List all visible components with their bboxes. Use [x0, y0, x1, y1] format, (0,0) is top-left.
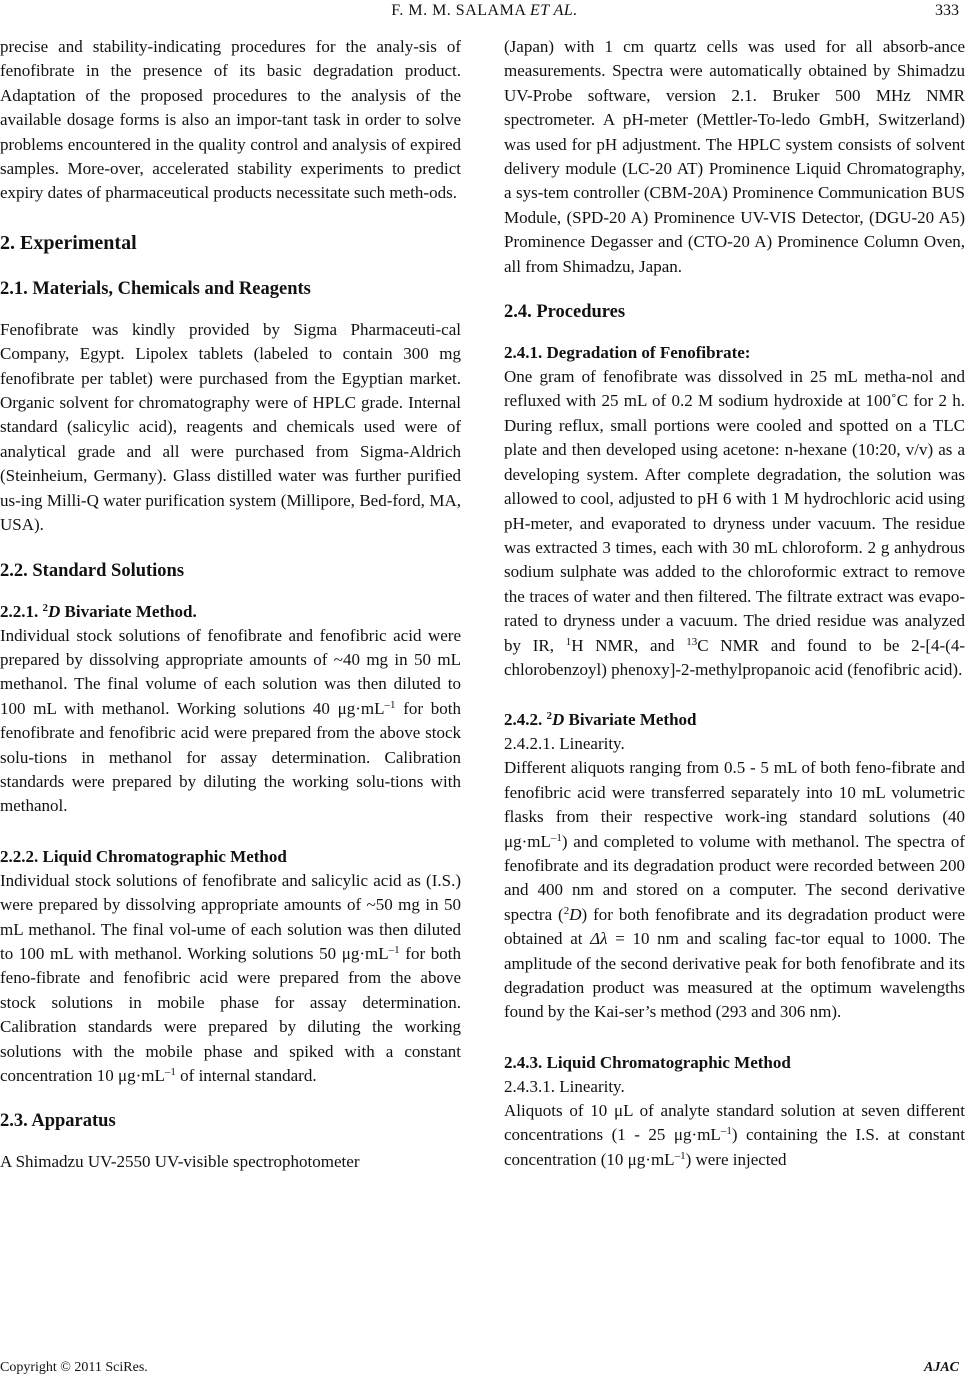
section-heading-standard-solutions: 2.2. Standard Solutions [0, 560, 185, 581]
section-heading-experimental: 2. Experimental [0, 231, 137, 254]
degradation-paragraph: One gram of fenofibrate was dissolved in 25 mL metha-nol and refluxed with 25 mL of 0.2 M sodium hydroxide at 100˚C for 2 h. During reflux, small portions were cooled and spotted on a TLC plate and then developed using acetone: n-hexane (10:20, v/v) as a developing system. After complete degradation, the solution was allowed to cool, adjusted to pH 6 with 1 M hydrochloric acid using pH-meter, and evaporated to dryness under vacuum. The residue was extracted 3 times, each with 30 mL chloroform. 2 g anhydrous sodium sulphate was added to the chloroformic extract to remove the traces of water and then filtered. The filtrate extract was evapo-rated to dryness under a vacuum. The dried residue was analyzed by IR, $^1$H NMR, and $^{13}$C NMR and found to be 2-[4-(4-chlorobenzoyl) phenoxy]-2-methylpropanoic acid (fenofibric acid). [504, 367, 965, 679]
section-heading-procedures: 2.4. Procedures [504, 302, 626, 323]
subsection-heading-lc-standard: 2.2.2. Liquid Chromatographic Method [0, 846, 287, 866]
running-header-authors: F. M. M. SALAMA ET AL. [391, 2, 578, 19]
apparatus-paragraph-continued: (Japan) with 1 cm quartz cells was used for all absorb-ance measurements. Spectra were automatically obtained by Shimadzu UV-Probe software, version 2.1. Bruker 500 MHz NMR spectrometer. A pH-meter (Mettler-To-ledo GmbH, Switzerland) was used for pH adjustment. The HPLC system consists of solvent delivery module (LC-20 AT) Prominence Liquid Chromatography, a sys-tem controller (CBM-20A) Prominence Communication BUS Module, (SPD-20 A) Prominence UV-VIS Detector, (DGU-20 A5) Prominence Degasser and (CTO-20 A) Prominence Column Oven, all from Shimadzu, Japan. [504, 37, 965, 276]
lc-standard-paragraph: Individual stock solutions of fenofibrate and salicylic acid as (I.S.) were prepared by dissolving appropriate amounts of ~50 mg in 50 mL methanol. The final vol-ume of each solution was then diluted to 100 mL with methanol. Working solutions 50 $\mu g\cdot mL^{-1}$ for both feno-fibrate and fenofibric acid were prepared from the above stock solutions in mobile phase for assay determination. Calibration standards were prepared by diluting the working solutions with the mobile phase and spiked with a constant concentration 10 $\mu g\cdot mL^{-1}$ of internal standard. [0, 870, 461, 1085]
section-heading-apparatus: 2.3. Apparatus [0, 1111, 116, 1132]
subsection-heading-2d-bivariate-procedure: 2.4.2. $^2$D Bivariate Method [504, 710, 697, 730]
subsubsection-heading-linearity-bivariate: 2.4.2.1. Linearity. [504, 734, 625, 754]
subsection-heading-lc-procedure: 2.4.3. Liquid Chromatographic Method [504, 1052, 791, 1072]
bivariate-standard-paragraph: Individual stock solutions of fenofibrate and fenofibric acid were prepared by dissolving appropriate amounts of ~40 mg in 50 mL methanol. The final volume of each solution was then diluted to 100 mL with methanol. Working solutions 40 $\mu g\cdot mL^{-1}$ for both fenofibrate and fenofibric acid were prepared from the above stock solu-tions in methanol for assay determination. Calibration standards were prepared by diluting the working solu-tions with methanol. [0, 625, 462, 816]
intro-paragraph: precise and stability-indicating procedures for the analy-sis of fenofibrate in the presence of its basic degradation product. Adaptation of the proposed procedures to the analysis of the available dosage forms is also an impor-tant task in order to solve problems encountered in the quality control and analysis of expired samples. More-over, accelerated stability experiments to predict expiry dates of pharmaceutical products necessitate such meth-ods. [0, 37, 461, 203]
page-number: 333 [935, 2, 959, 19]
right-column [504, 35, 965, 1172]
subsection-heading-degradation: 2.4.1. Degradation of Fenofibrate: [504, 343, 751, 363]
apparatus-paragraph-start: A Shimadzu UV-2550 UV-visible spectrophotometer [0, 1152, 360, 1172]
subsubsection-heading-linearity-lc: 2.4.3.1. Linearity. [504, 1076, 625, 1096]
subsection-heading-2d-bivariate: 2.2.1. $^2$D Bivariate Method. [0, 601, 197, 621]
journal-abbreviation: AJAC [923, 1360, 959, 1375]
left-column [0, 35, 461, 1175]
section-heading-materials: 2.1. Materials, Chemicals and Reagents [0, 278, 311, 299]
materials-paragraph: Fenofibrate was kindly provided by Sigma Pharmaceuti-cal Company, Egypt. Lipolex tablets (labeled to contain 300 mg fenofibrate per tablet) were purchased from the Egyptian market. Organic solvent for chromatography were of HPLC grade. Internal standard (salicylic acid), reagents and chemicals used were of analytical grade and all were purchased from Sigma-Aldrich (Steinheium, Germany). Glass distilled water was further purified us-ing Milli-Q water purification system (Millipore, Bed-ford, MA, USA). [0, 319, 461, 535]
running-header [0, 0, 969, 30]
bivariate-linearity-paragraph: Different aliquots ranging from 0.5 - 5 mL of both feno-fibrate and fenofibric acid were transferred separately into 10 mL volumetric flasks from their respective work-ing standard solutions (40 $\mu g\cdot mL^{-1}$) and completed to volume with methanol. The spectra of fenofibrate and its degradation product were recorded between 200 and 400 nm and stored on a computer. The second derivative spectra ($^2$D) for both fenofibrate and its degradation product were obtained at Δλ = 10 nm and scaling fac-tor equal to 1000. The amplitude of the second derivative peak for both fenofibrate and its degradation product was measured at the optimum wavelengths found by the Kai-ser’s method (293 and 306 nm). [504, 758, 966, 1022]
lc-linearity-paragraph: Aliquots of 10 μL of analyte standard solution at seven different concentrations (1 - 25 $\mu g\cdot mL^{-1}$) containing the I.S. at constant concentration (10 $\mu g\cdot mL^{-1}$) were injected [504, 1100, 965, 1169]
copyright-notice: Copyright © 2011 SciRes. [0, 1360, 148, 1375]
